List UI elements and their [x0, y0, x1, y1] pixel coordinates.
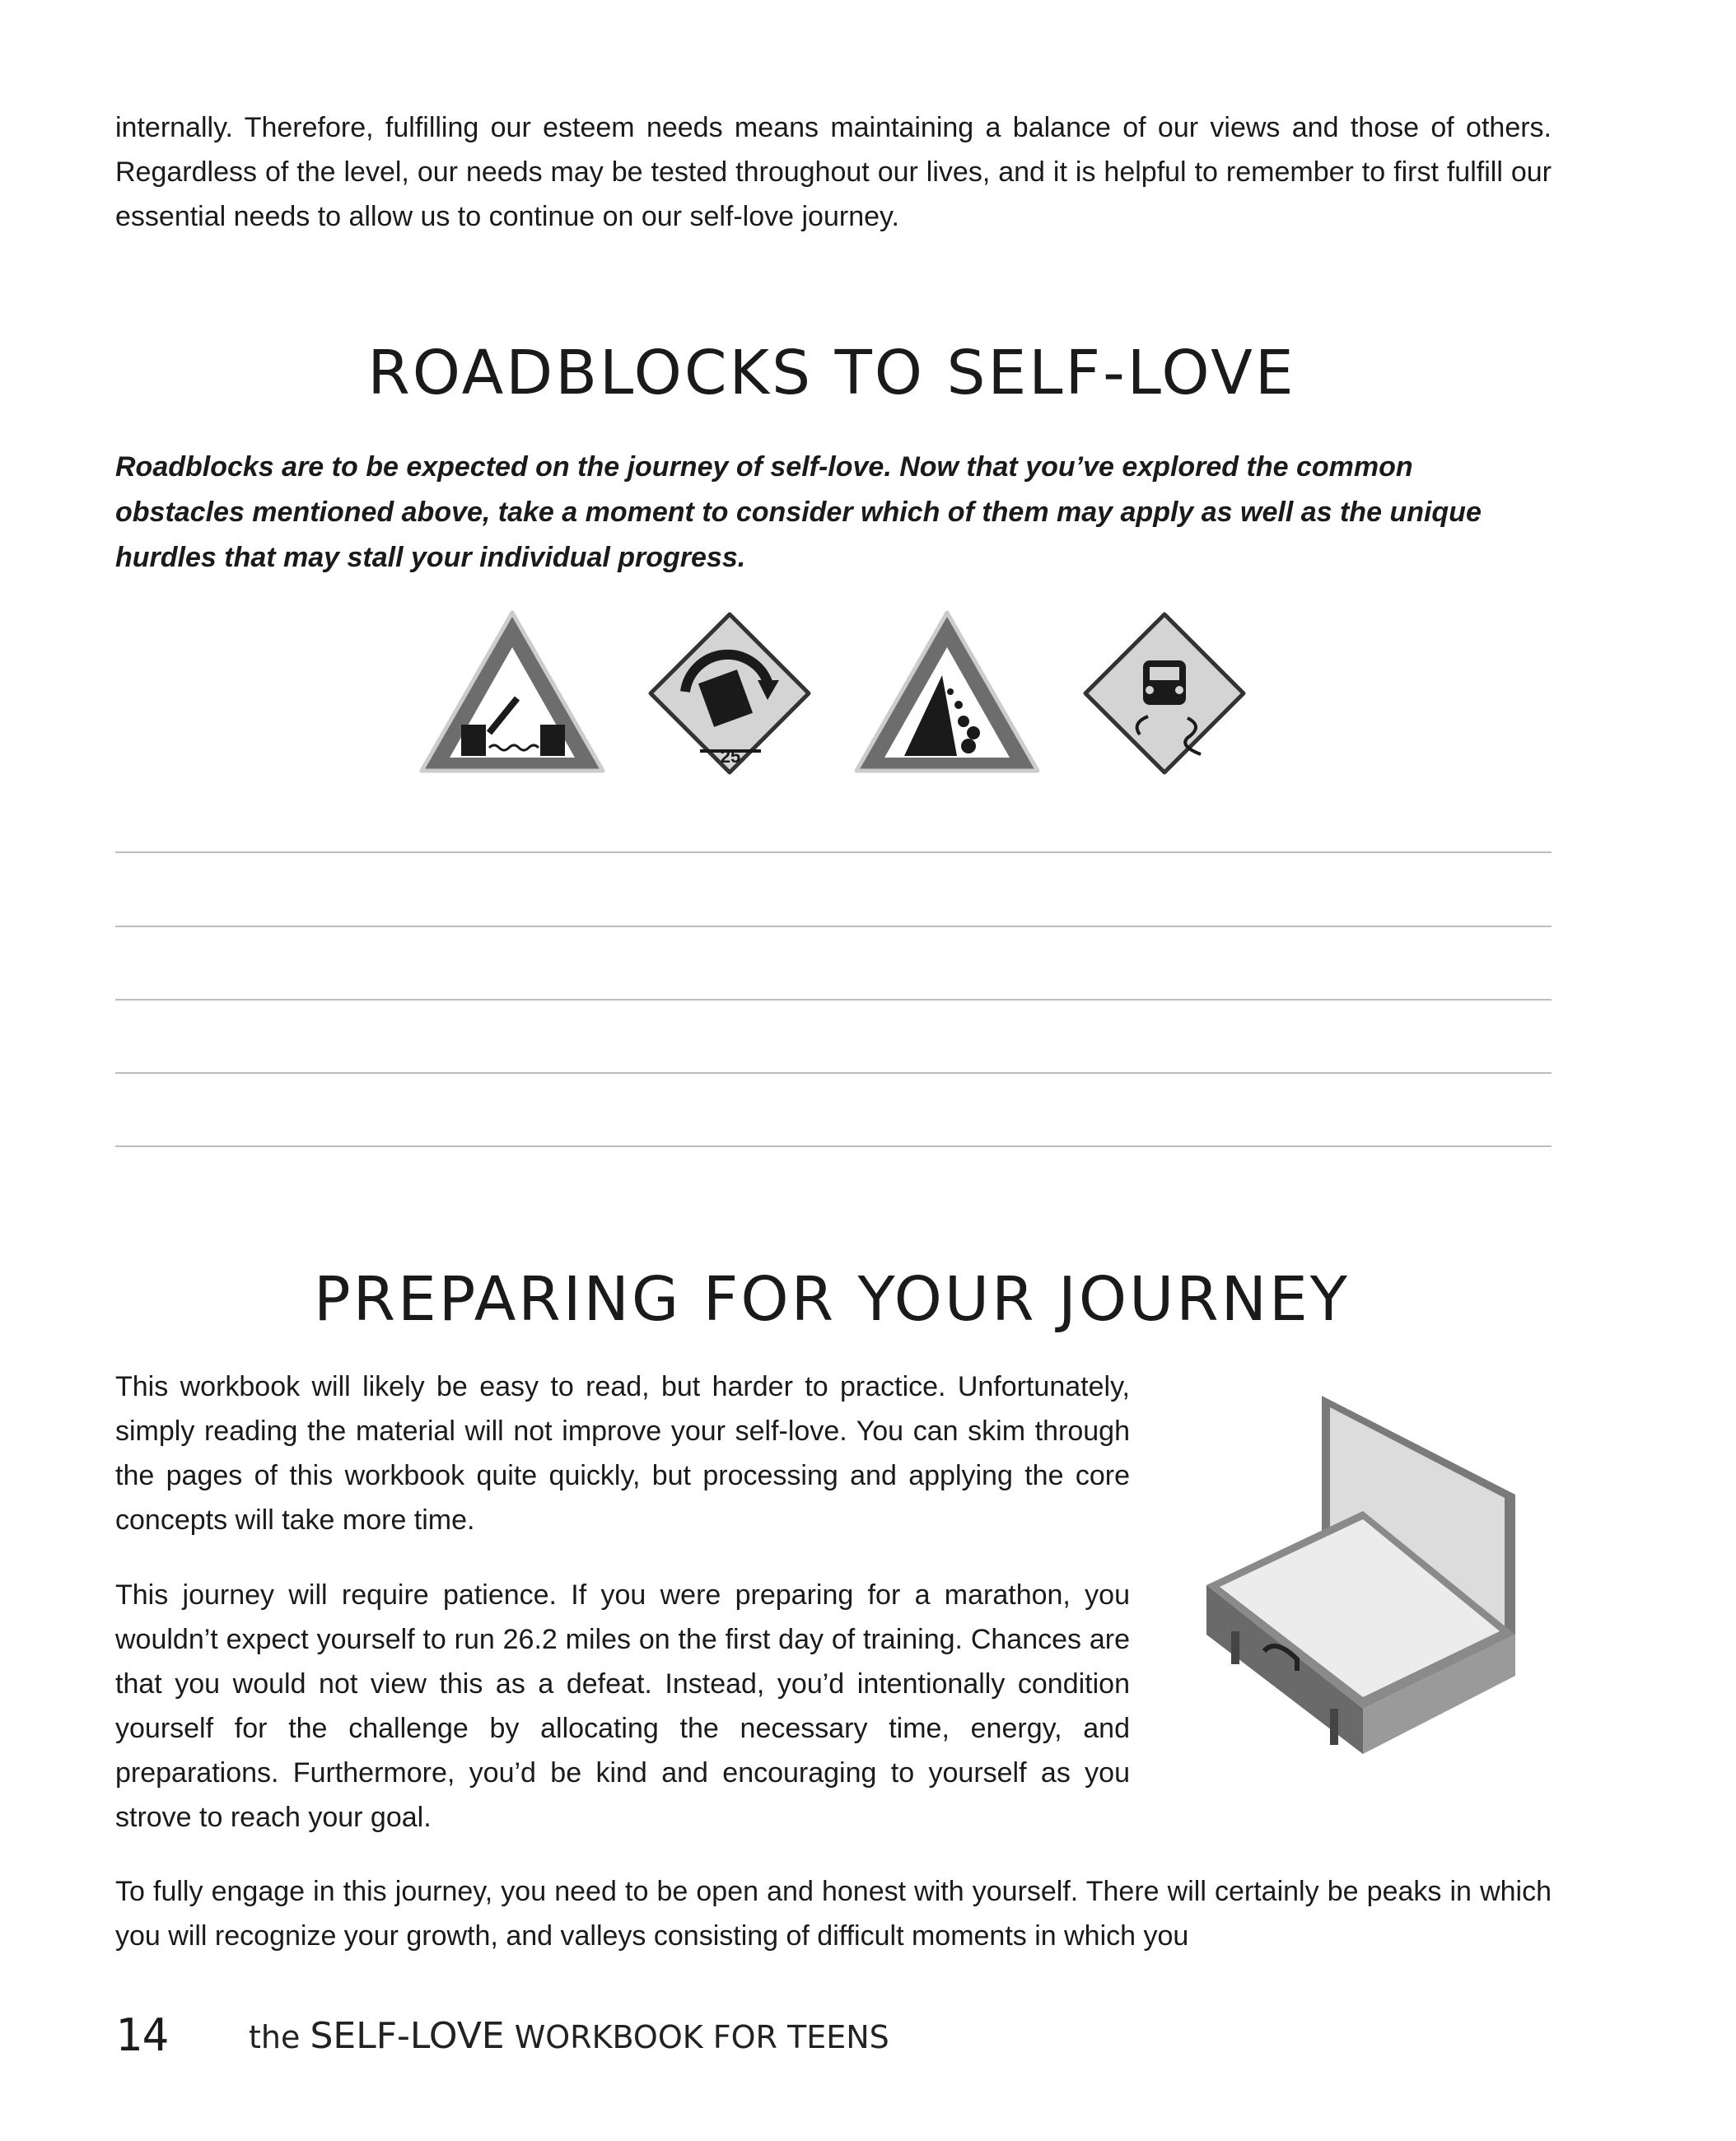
section-heading-preparing: PREPARING FOR YOUR JOURNEY: [314, 1264, 1350, 1335]
writing-line[interactable]: [115, 851, 1552, 853]
body-paragraph: This journey will require patience. If you were preparing for a marathon, you wouldn’t expect yourself to run 26.2 miles on the first day of training. Chances are that you would not view this as a defeat. Instead, you’d intentionally condition yourself for the challenge by allocating the necessary time, energy, and preparations. Furthermore, you’d be kind and encouraging to yourself as you strove to reach your goal.: [115, 1579, 1130, 1833]
section-heading-roadblocks: ROADBLOCKS TO SELF-LOVE: [367, 338, 1296, 408]
slippery-road-sign-icon: [1082, 611, 1247, 776]
writing-line[interactable]: [115, 926, 1552, 927]
running-footer-title: [249, 2015, 889, 2057]
writing-line[interactable]: [115, 999, 1552, 1001]
truck-rollover-sign-icon: [647, 611, 812, 776]
sign-number: 25: [720, 746, 741, 767]
section-intro: Roadblocks are to be expected on the journey of self-love. Now that you’ve explored the common obstacles mentioned above, take a moment to consider which of them may apply as well as the unique hurdles that may stall your individual progress.: [115, 451, 1482, 573]
drawbridge-sign-icon: [418, 609, 606, 776]
writing-line[interactable]: [115, 1145, 1552, 1147]
body-paragraph: To fully engage in this journey, you need to be open and honest with yourself. There will certainly be peaks in which you will recognize your growth, and valleys consisting of difficult moments in which you: [115, 1876, 1552, 1952]
footer-title-main: SELF-LOVE: [310, 2015, 505, 2057]
footer-title-suffix: WORKBOOK FOR TEENS: [514, 2019, 889, 2055]
falling-rocks-sign-icon: [853, 609, 1041, 776]
body-paragraph: This workbook will likely be easy to read, but harder to practice. Unfortunately, simply reading the material will not improve your self-love. You can skim through the pages of this workbook quite quickly, but processing and applying the core concepts will take more time.: [115, 1371, 1130, 1536]
body-paragraph: internally. Therefore, fulfilling our esteem needs means maintaining a balance of our views and those of others. Regardless of the level, our needs may be tested throughout our lives, and it is helpful to remember to first fulfill our essential needs to allow us to continue on our self-love journey.: [115, 112, 1552, 232]
page-number: 14: [115, 2009, 170, 2061]
writing-line[interactable]: [115, 1072, 1552, 1074]
footer-title-prefix: the: [249, 2019, 301, 2055]
open-suitcase-illustration: [1198, 1388, 1524, 1758]
